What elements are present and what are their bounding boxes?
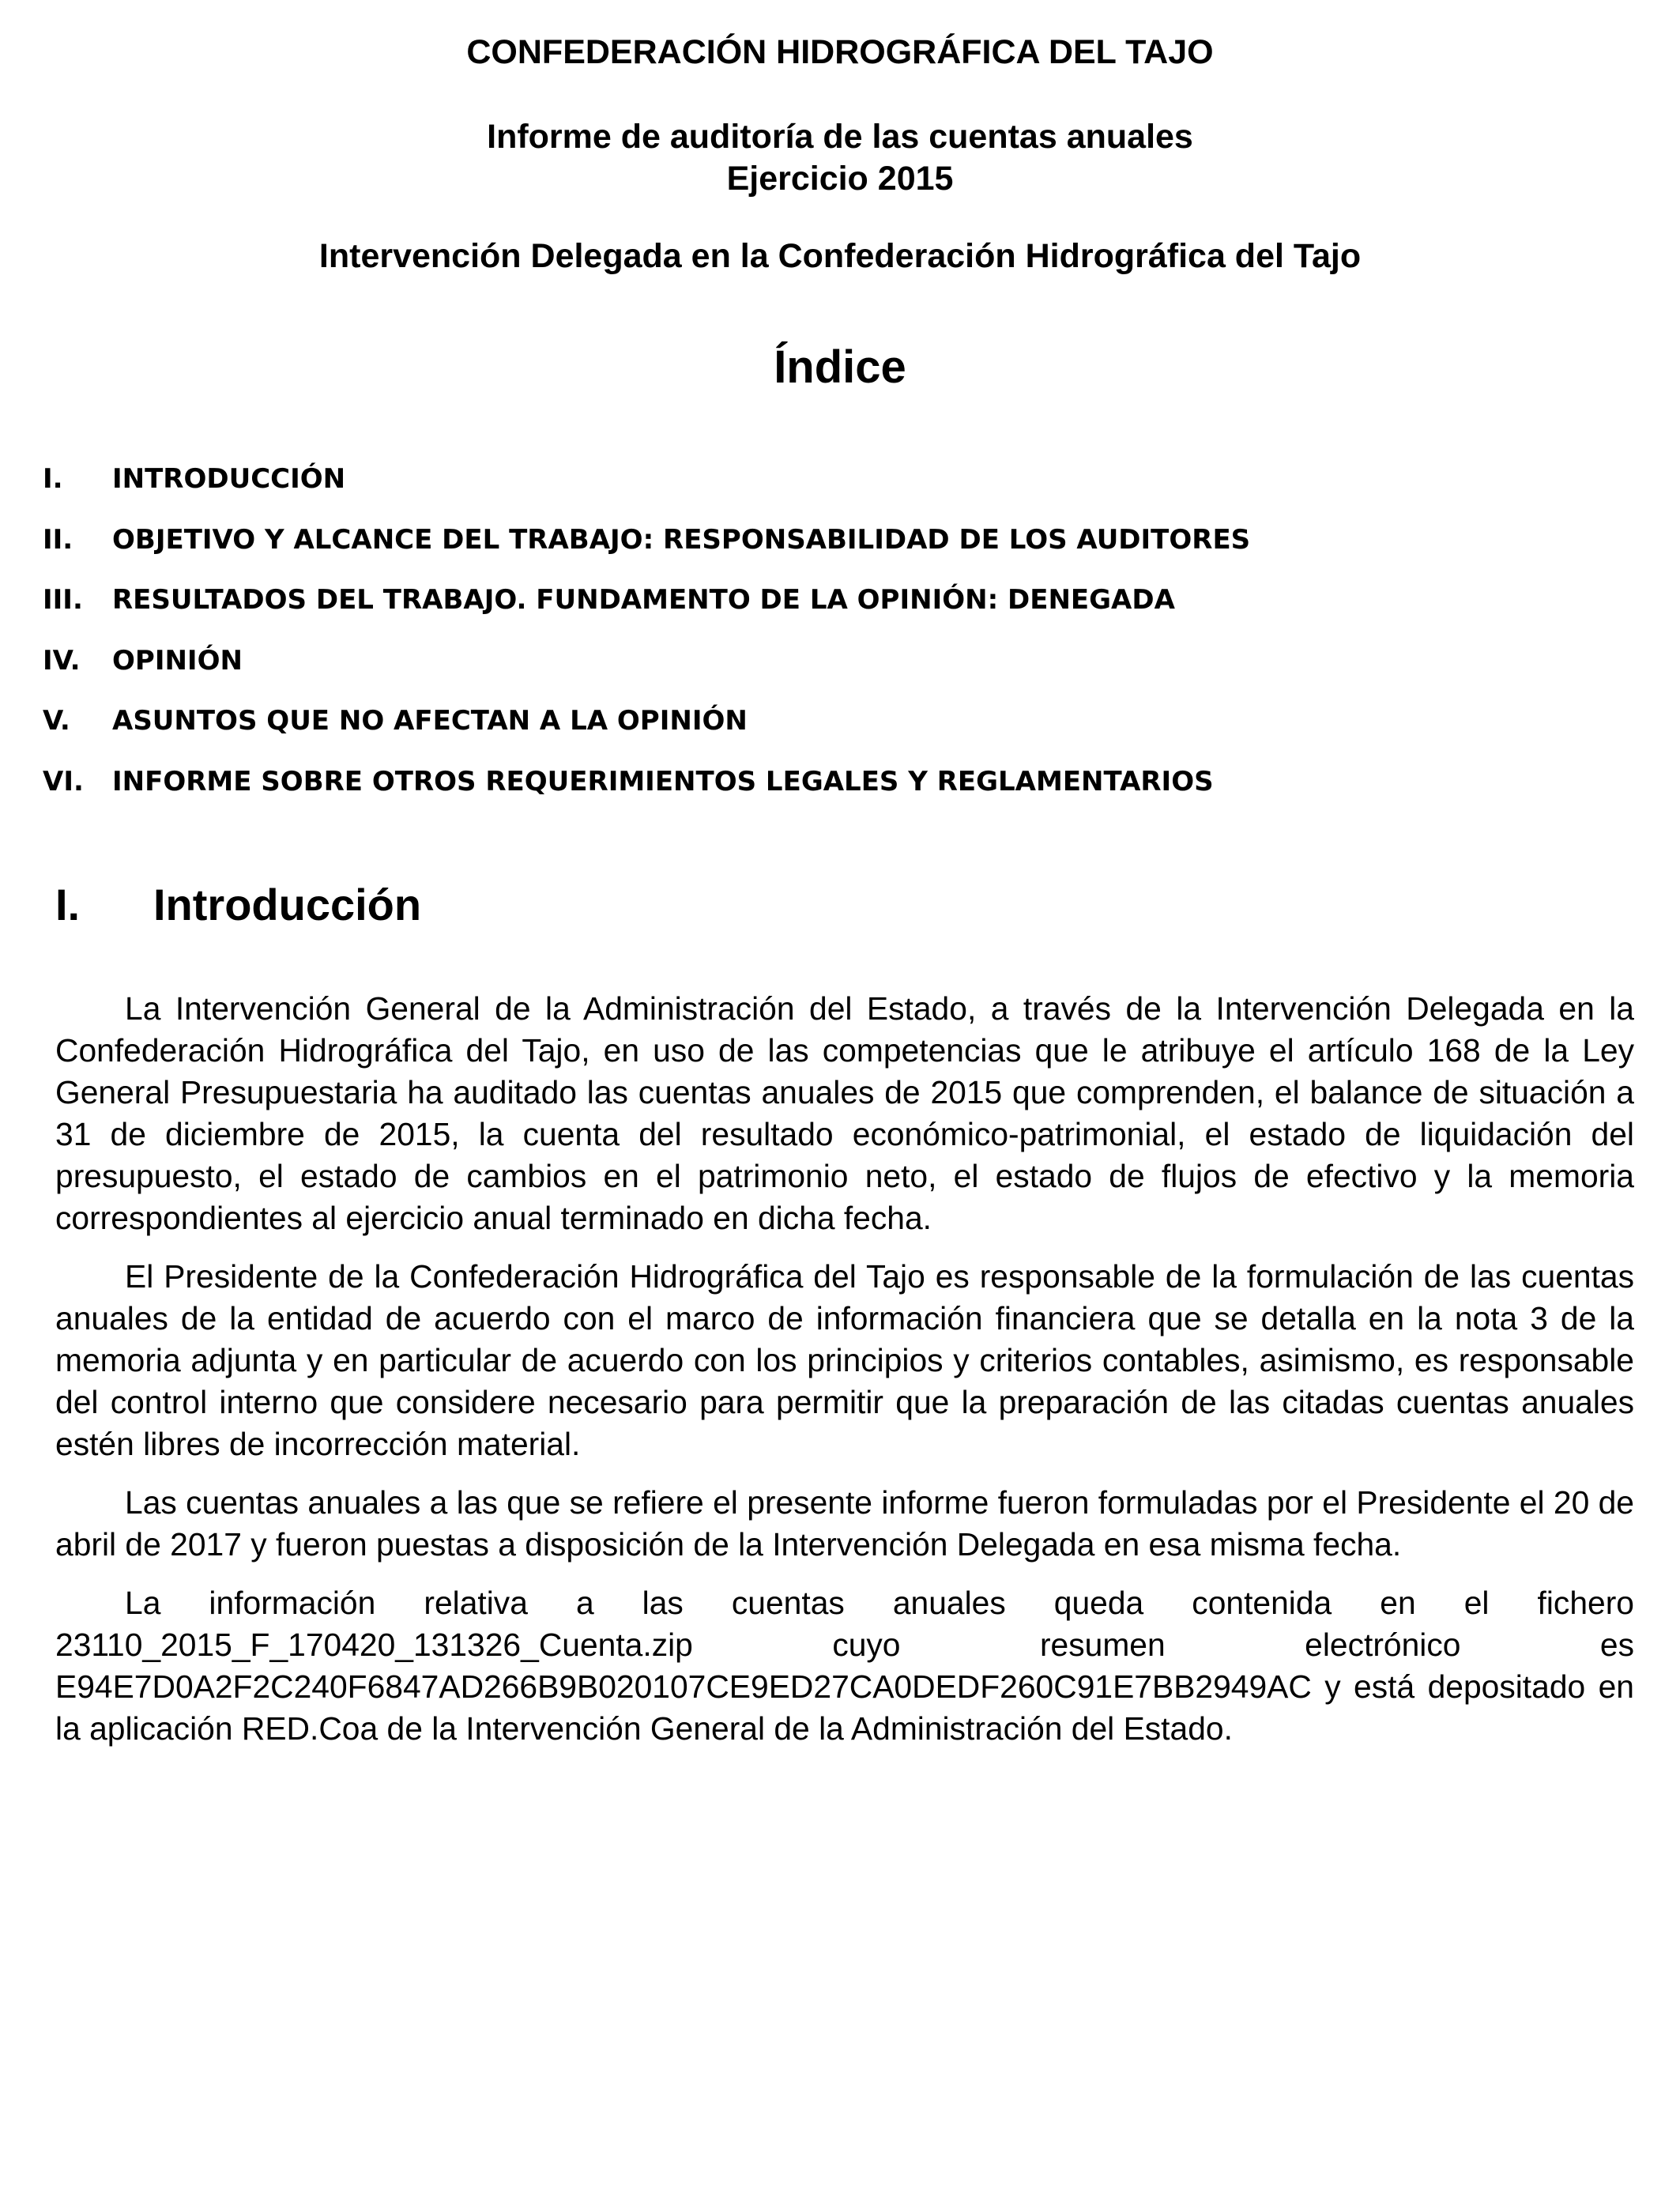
toc-item-number: II.	[43, 523, 73, 556]
toc-item-resultados	[43, 579, 1623, 640]
auditor-name: Intervención Delegada en la Confederación Hidrográfica del Tajo	[318, 237, 1362, 275]
paragraph: La Intervención General de la Administración del Estado, a través de la Intervención Delegada en la Confederación Hidrográfica del Tajo, en uso de las competencias que le atribuye el artículo 168 de la Ley General Presupuestaria ha auditado las cuentas anuales de 2015 que comprenden, el balance de situación a 31 de diciembre de 2015, la cuenta del resultado económico-patrimonial, el estado de liquidación del presupuesto, el estado de cambios en el patrimonio neto, el estado de flujos de efectivo y la memoria correspondientes al ejercicio anual terminado en dicha fecha.	[55, 990, 1634, 1236]
toc-item-asuntos	[43, 700, 1623, 761]
toc-item-label: RESULTADOS DEL TRABAJO. FUNDAMENTO DE LA OPINIÓN: DENEGADA	[112, 584, 1175, 616]
toc-item-label: INTRODUCCIÓN	[112, 463, 346, 495]
section-body	[55, 988, 1634, 1766]
toc-item-number: VI.	[43, 765, 84, 797]
section-heading-introduccion	[55, 877, 421, 933]
toc-item-objetivo	[43, 519, 1623, 580]
toc-item-label: ASUNTOS QUE NO AFECTAN A LA OPINIÓN	[112, 705, 748, 737]
toc-item-number: V.	[43, 705, 70, 737]
table-of-contents	[43, 458, 1623, 821]
report-title: Informe de auditoría de las cuentas anuales	[487, 118, 1193, 156]
section-number: I.	[55, 880, 81, 929]
toc-item-number: I.	[43, 463, 63, 495]
paragraph: Las cuentas anuales a las que se refiere el presente informe fueron formuladas por el Presidente el 20 de abril de 2017 y fueron puestas a disposición de la Intervención Delegada en esa misma fecha.	[55, 1484, 1634, 1563]
toc-item-number: III.	[43, 584, 83, 616]
toc-item-label: OBJETIVO Y ALCANCE DEL TRABAJO: RESPONSABILIDAD DE LOS AUDITORES	[112, 523, 1251, 556]
fiscal-year: Ejercicio 2015	[726, 160, 954, 198]
paragraph: El Presidente de la Confederación Hidrográfica del Tajo es responsable de la formulación de las cuentas anuales de la entidad de acuerdo con el marco de información financiera que se detalla en la nota 3 de la memoria adjunta y en particular de acuerdo con los principios y criterios contables, asimismo, es responsable del control interno que considere necesario para permitir que la preparación de las citadas cuentas anuales estén libres de incorrección material.	[55, 1258, 1634, 1462]
toc-item-number: IV.	[43, 644, 81, 677]
toc-item-label: OPINIÓN	[112, 644, 243, 677]
toc-item-introduccion	[43, 458, 1623, 519]
index-title: Índice	[774, 341, 906, 393]
toc-item-opinion	[43, 640, 1623, 701]
toc-item-informe	[43, 761, 1623, 822]
organization-title: CONFEDERACIÓN HIDROGRÁFICA DEL TAJO	[466, 33, 1214, 71]
section-title: Introducción	[153, 880, 422, 929]
toc-item-label: INFORME SOBRE OTROS REQUERIMIENTOS LEGALES Y REGLAMENTARIOS	[112, 765, 1214, 797]
paragraph: La información relativa a las cuentas anuales queda contenida en el fichero 23110_2015_F_170420_131326_Cuenta.zip cuyo resumen electrónico es E94E7D0A2F2C240F6847AD266B9B020107CE9ED27CA0DEDF260C91E7BB2949AC y está depositado en la aplicación RED.Coa de la Intervención General de la Administración del Estado.	[55, 1585, 1634, 1747]
